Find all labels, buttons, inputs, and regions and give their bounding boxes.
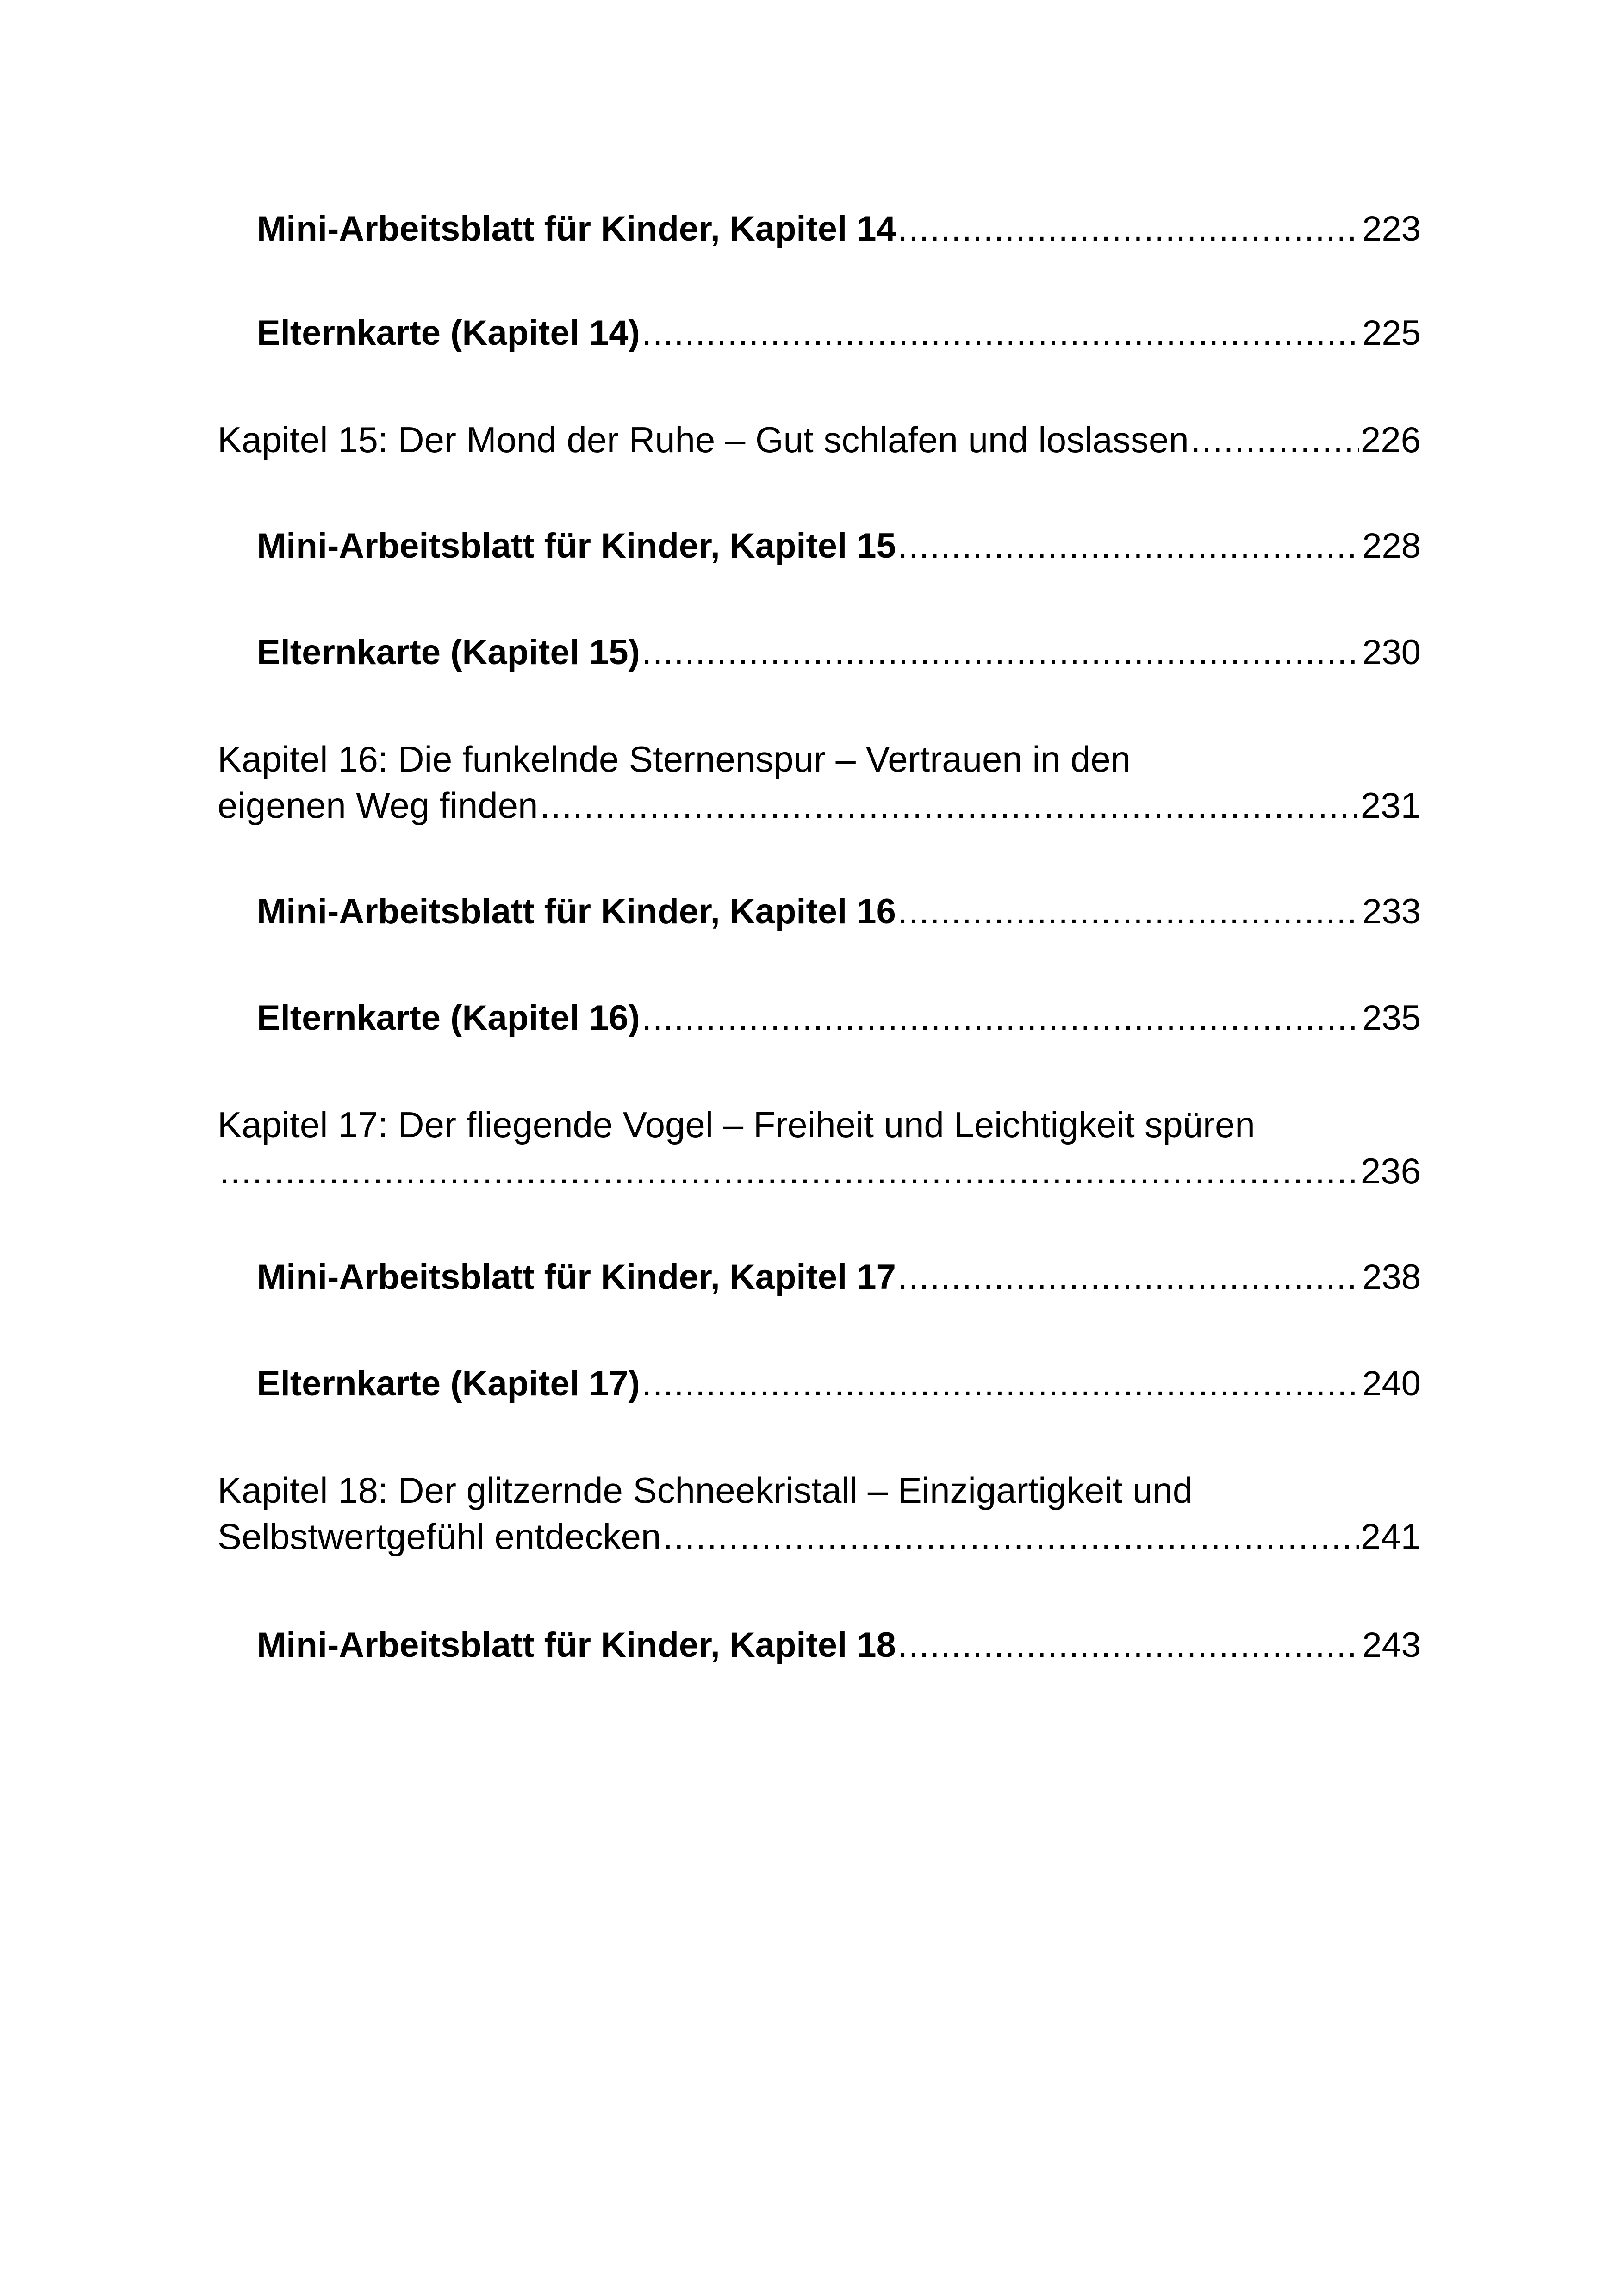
toc-entry-parent-card-17[interactable]	[257, 1358, 1421, 1409]
toc-entry-chapter-17-line2[interactable]	[218, 1145, 1421, 1196]
dot-leader	[219, 1145, 1359, 1196]
toc-page-number: 228	[1362, 526, 1421, 566]
toc-entry-label: Mini-Arbeitsblatt für Kinder, Kapitel 14	[257, 209, 896, 249]
toc-entry-label: Mini-Arbeitsblatt für Kinder, Kapitel 17	[257, 1257, 896, 1297]
toc-entry-label: Elternkarte (Kapitel 14)	[257, 313, 640, 353]
toc-entry-label: Elternkarte (Kapitel 15)	[257, 633, 640, 672]
toc-entry-label: Elternkarte (Kapitel 17)	[257, 1364, 640, 1403]
toc-page-number: 233	[1362, 892, 1421, 931]
toc-entry-label: Kapitel 18: Der glitzernde Schneekristall – Einzigartigkeit und	[218, 1470, 1193, 1511]
toc-page-number: 230	[1362, 633, 1421, 672]
toc-entry-label: Selbstwertgefühl entdecken	[218, 1516, 661, 1557]
toc-entry-parent-card-15[interactable]	[257, 627, 1421, 678]
toc-entry-chapter-18-line2[interactable]	[218, 1511, 1421, 1562]
toc-entry-label: Mini-Arbeitsblatt für Kinder, Kapitel 15	[257, 526, 896, 566]
toc-entry-worksheet-14[interactable]	[257, 204, 1421, 255]
toc-entry-parent-card-14[interactable]	[257, 308, 1421, 359]
toc-page-number: 235	[1362, 998, 1421, 1038]
dot-leader	[642, 308, 1360, 359]
dot-leader	[642, 627, 1360, 678]
toc-page-number: 236	[1360, 1151, 1421, 1191]
toc-page-number: 243	[1362, 1625, 1421, 1665]
toc-entry-label: Mini-Arbeitsblatt für Kinder, Kapitel 16	[257, 892, 896, 931]
toc-page-number: 223	[1362, 209, 1421, 249]
dot-leader	[898, 521, 1360, 572]
toc-entry-chapter-18-line1[interactable]	[218, 1465, 1421, 1516]
toc-entry-worksheet-17[interactable]	[257, 1252, 1421, 1303]
toc-entry-label: Kapitel 17: Der fliegende Vogel – Freiheit und Leichtigkeit spüren	[218, 1104, 1255, 1145]
toc-entry-label: Elternkarte (Kapitel 16)	[257, 998, 640, 1038]
dot-leader	[663, 1511, 1359, 1562]
toc-entry-worksheet-15[interactable]	[257, 521, 1421, 572]
toc-page-number: 241	[1360, 1516, 1421, 1557]
dot-leader	[898, 204, 1360, 255]
dot-leader	[1191, 414, 1359, 465]
toc-page-number: 240	[1362, 1364, 1421, 1403]
toc-page-number: 238	[1362, 1257, 1421, 1297]
toc-entry-worksheet-18[interactable]	[257, 1620, 1421, 1671]
toc-page-number: 225	[1362, 313, 1421, 353]
dot-leader	[898, 1620, 1360, 1671]
toc-entry-label: eigenen Weg finden	[218, 785, 538, 826]
toc-page-number: 231	[1360, 785, 1421, 826]
dot-leader	[898, 1252, 1360, 1303]
toc-entry-parent-card-16[interactable]	[257, 993, 1421, 1044]
toc-entry-label: Kapitel 16: Die funkelnde Sternenspur – Vertrauen in den	[218, 739, 1131, 779]
dot-leader	[898, 886, 1360, 937]
toc-entry-chapter-16-line2[interactable]	[218, 780, 1421, 831]
toc-entry-chapter-17-line1[interactable]	[218, 1099, 1421, 1150]
toc-entry-chapter-15[interactable]	[218, 414, 1421, 465]
toc-page-number: 226	[1360, 419, 1421, 460]
toc-entry-worksheet-16[interactable]	[257, 886, 1421, 937]
dot-leader	[540, 780, 1358, 831]
dot-leader	[642, 1358, 1360, 1409]
toc-entry-chapter-16-line1[interactable]	[218, 734, 1421, 784]
toc-entry-label: Kapitel 15: Der Mond der Ruhe – Gut schlafen und loslassen	[218, 419, 1189, 460]
dot-leader	[642, 993, 1360, 1044]
toc-entry-label: Mini-Arbeitsblatt für Kinder, Kapitel 18	[257, 1625, 896, 1665]
